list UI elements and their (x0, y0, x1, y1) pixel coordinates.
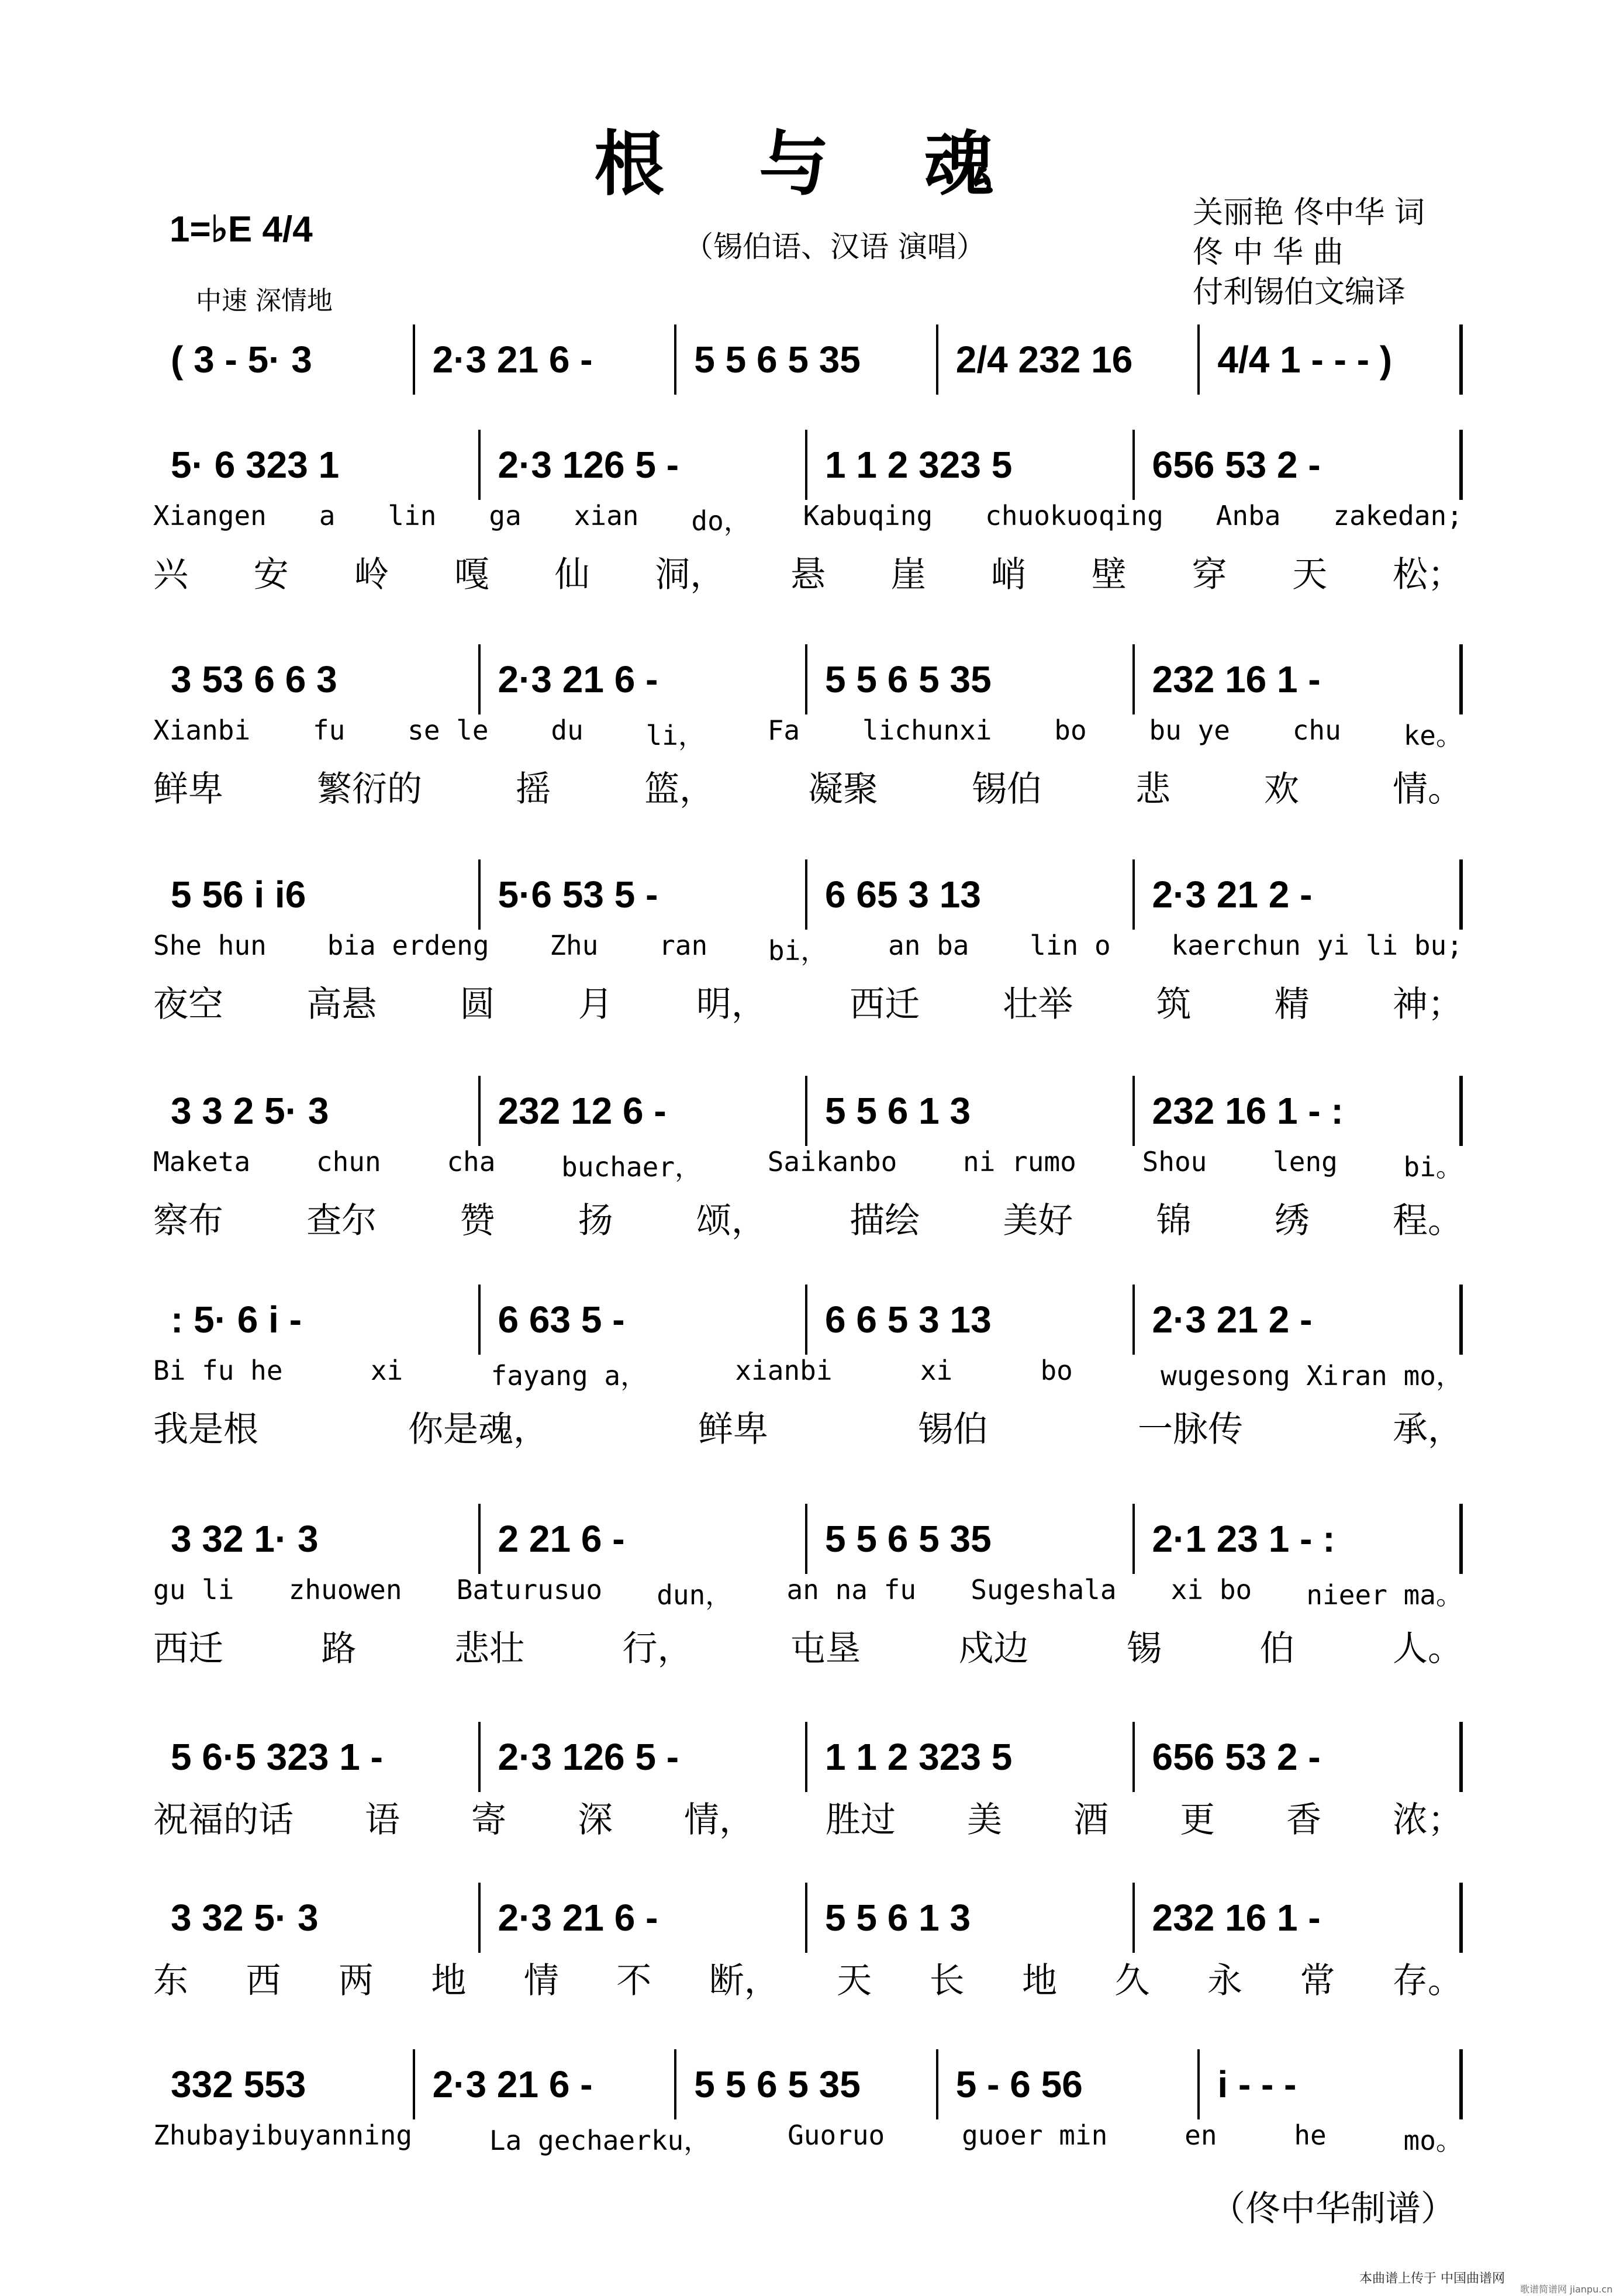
lyric-syllable: 筑 (1156, 984, 1192, 1025)
lyric-syllable: 酒 (1073, 1800, 1109, 1841)
lyric-syllable: xi (920, 1355, 953, 1386)
lyric-syllable: 明， (696, 984, 766, 1025)
lyric-syllable: 岭 (354, 554, 389, 595)
lyric-syllable: en (1185, 2119, 1217, 2151)
hanzi-lyrics (153, 547, 1463, 599)
lyric-syllable: 人。 (1393, 1628, 1463, 1669)
lyric-syllable: 断， (709, 1960, 779, 2001)
notes-line (153, 1883, 1463, 1953)
lyric-syllable: an na fu (786, 1574, 917, 1606)
lyric-syllable: 美 (967, 1800, 1002, 1841)
song-title: 根 与 魂 (594, 123, 1029, 205)
pinyin-lyrics (153, 2119, 1463, 2166)
measure: 2·3 21 6 - (481, 644, 808, 714)
lyric-syllable: fayang a， (491, 1360, 648, 1392)
hanzi-lyrics (153, 1193, 1463, 1245)
measure: 6 63 5 - (481, 1285, 808, 1355)
measure: 3 32 5· 3 (153, 1883, 481, 1953)
lyric-syllable: Sugeshala (971, 1574, 1117, 1606)
watermark-site: 歌谱简谱网 jianpu.cn (1520, 2284, 1613, 2295)
notes-line (153, 1504, 1463, 1574)
measure: ( 3 - 5· 3 (153, 324, 415, 395)
lyric-syllable: bia erdeng (327, 930, 489, 961)
measure: 5·6 53 5 - (481, 859, 808, 930)
score-row (153, 1883, 1463, 2005)
measure: 2·3 21 2 - (1135, 859, 1463, 930)
lyric-syllable: 东 (153, 1960, 188, 2001)
lyric-syllable: 路 (321, 1628, 357, 1669)
lyric-syllable: Baturusuo (456, 1574, 603, 1606)
lyric-syllable: Xianbi (153, 714, 251, 746)
hanzi-lyrics (153, 976, 1463, 1029)
lyric-syllable: zhuowen (288, 1574, 402, 1606)
measure: 656 53 2 - (1135, 1722, 1463, 1792)
lyric-syllable: zakedan; (1333, 500, 1463, 531)
measure: i - - - (1200, 2049, 1463, 2119)
lyric-syllable: Fa (767, 714, 800, 746)
lyric-syllable: 你是魂， (408, 1409, 548, 1450)
lyric-syllable: 情， (684, 1800, 754, 1841)
lyric-syllable: 地 (431, 1960, 467, 2001)
lyric-syllable: 洞， (655, 554, 726, 595)
lyric-syllable: Guoruo (788, 2119, 885, 2151)
lyric-syllable: nieer ma。 (1306, 1579, 1463, 1611)
lyric-syllable: xi (370, 1355, 403, 1386)
lyric-syllable: Maketa (153, 1146, 251, 1178)
lyric-syllable: 锡伯 (972, 769, 1042, 810)
notes-line (153, 2049, 1463, 2119)
lyric-syllable: 胜过 (826, 1800, 896, 1841)
lyric-syllable: 戍边 (958, 1628, 1029, 1669)
lyric-syllable: xianbi (735, 1355, 833, 1386)
lyric-syllable: 程。 (1392, 1200, 1463, 1241)
lyric-syllable: do， (691, 505, 751, 537)
score-row (153, 1722, 1463, 1845)
lyric-syllable: 祝福的话 (153, 1800, 293, 1841)
measure: 3 3 2 5· 3 (153, 1076, 481, 1146)
lyric-syllable: 我是根 (153, 1409, 258, 1450)
lyric-syllable: 赞 (460, 1200, 495, 1241)
lyric-syllable: 伯 (1259, 1628, 1295, 1669)
lyric-syllable: 锦 (1156, 1200, 1192, 1241)
measure: 232 16 1 - (1135, 1883, 1463, 1953)
measure: 2·3 126 5 - (481, 1722, 808, 1792)
lyric-syllable: Zhu (550, 930, 599, 961)
watermark-upload: 本曲谱上传于 中国曲谱网 (1359, 2271, 1505, 2286)
lyric-syllable: Zhubayibuyanning (153, 2119, 413, 2151)
composer-credit: 佟 中 华 曲 (1193, 235, 1344, 270)
lyric-syllable: du (551, 714, 583, 746)
lyric-syllable: 天 (1292, 554, 1328, 595)
measure: 5 5 6 1 3 (807, 1883, 1135, 1953)
notes-line (153, 1076, 1463, 1146)
measure: 5 5 6 5 35 (676, 324, 938, 395)
hanzi-lyrics (153, 761, 1463, 814)
lyric-syllable: chun (316, 1146, 381, 1178)
lyric-syllable: 凝聚 (808, 769, 878, 810)
lyric-syllable: 永 (1207, 1960, 1242, 2001)
lyric-syllable: li， (645, 720, 705, 751)
lyric-syllable: 夜空 (153, 984, 223, 1025)
measure: 2·3 21 6 - (481, 1883, 808, 1953)
lyric-syllable: ga (489, 500, 522, 531)
lyric-syllable: La gechaerku， (489, 2125, 711, 2156)
pinyin-lyrics (153, 930, 1463, 976)
lyric-syllable: 悲壮 (454, 1628, 524, 1669)
lyric-syllable: 地 (1022, 1960, 1058, 2001)
lyric-syllable: ke。 (1403, 720, 1463, 751)
lyric-syllable: 篮， (644, 769, 714, 810)
lyric-syllable: a (319, 500, 336, 531)
lyric-syllable: 情 (523, 1960, 559, 2001)
notes-line (153, 324, 1463, 395)
lyric-syllable: ran (659, 930, 708, 961)
lyric-syllable: 颂， (696, 1200, 766, 1241)
lyric-syllable: 松； (1392, 554, 1463, 595)
subtitle: （锡伯语、汉语 演唱） (684, 230, 986, 264)
lyric-syllable: 绣 (1274, 1200, 1310, 1241)
lyric-syllable: fu (312, 714, 346, 746)
notes-line (153, 430, 1463, 500)
lyric-syllable: 锡 (1127, 1628, 1162, 1669)
lyric-syllable: bi。 (1403, 1151, 1463, 1183)
measure: 3 53 6 6 3 (153, 644, 481, 714)
score-row (153, 1285, 1463, 1454)
lyric-syllable: 一脉传 (1138, 1409, 1243, 1450)
lyric-syllable: Anba (1215, 500, 1281, 531)
lyric-syllable: 天 (837, 1960, 872, 2001)
measure: 3 32 1· 3 (153, 1504, 481, 1574)
score-row (153, 644, 1463, 814)
lyric-syllable: 神； (1392, 984, 1463, 1025)
hanzi-lyrics (153, 1621, 1463, 1673)
lyricist-credit: 关丽艳 佟中华 词 (1193, 195, 1425, 230)
lyric-syllable: 锡伯 (918, 1409, 988, 1450)
lyric-syllable: kaerchun yi li bu; (1171, 930, 1463, 961)
lyric-syllable: 月 (578, 984, 613, 1025)
lyric-syllable: lin (388, 500, 437, 531)
lyric-syllable: leng (1273, 1146, 1338, 1178)
measure: 1 1 2 323 5 (807, 430, 1135, 500)
lyric-syllable: chuokuoqing (985, 500, 1163, 531)
lyric-syllable: 行， (622, 1628, 693, 1669)
lyric-syllable: 西 (246, 1960, 281, 2001)
lyric-syllable: 悬 (790, 554, 826, 595)
measure: 2 21 6 - (481, 1504, 808, 1574)
lyric-syllable: 精 (1274, 984, 1310, 1025)
lyric-syllable: mo。 (1403, 2125, 1463, 2156)
measure: 2·1 23 1 - : (1135, 1504, 1463, 1574)
lyric-syllable: 美好 (1003, 1200, 1073, 1241)
lyric-syllable: gu li (153, 1574, 234, 1606)
lyric-syllable: dun， (657, 1579, 733, 1611)
lyric-syllable: 壁 (1091, 554, 1127, 595)
lyric-syllable: he (1294, 2119, 1327, 2151)
lyric-syllable: 语 (365, 1800, 400, 1841)
measure: 332 553 (153, 2049, 415, 2119)
score-row (153, 1504, 1463, 1673)
measure: 5· 6 323 1 (153, 430, 481, 500)
lyric-syllable: ni rumo (963, 1146, 1076, 1178)
score-row (153, 2049, 1463, 2166)
lyric-syllable: 欢 (1264, 769, 1299, 810)
measure: 5 56 i i6 (153, 859, 481, 930)
measure: 2·3 21 6 - (415, 2049, 677, 2119)
notes-line (153, 644, 1463, 714)
lyric-syllable: 更 (1180, 1800, 1215, 1841)
lyric-syllable: 寄 (471, 1800, 506, 1841)
pinyin-lyrics (153, 1355, 1463, 1401)
lyric-syllable: 穿 (1192, 554, 1227, 595)
lyric-syllable: 浓； (1393, 1800, 1463, 1841)
lyric-syllable: Xiangen (153, 500, 267, 531)
lyric-syllable: 不 (616, 1960, 652, 2001)
lyric-syllable: 崖 (890, 554, 926, 595)
lyric-syllable: 扬 (578, 1200, 613, 1241)
lyric-syllable: 安 (253, 554, 289, 595)
measure: 2·3 21 2 - (1135, 1285, 1463, 1355)
notes-line (153, 859, 1463, 930)
lyric-syllable: 峭 (991, 554, 1027, 595)
measure: 232 12 6 - (481, 1076, 808, 1146)
hanzi-lyrics (153, 1953, 1463, 2005)
lyric-syllable: chu (1292, 714, 1341, 746)
lyric-syllable: 查尔 (306, 1200, 377, 1241)
pinyin-lyrics (153, 1146, 1463, 1193)
measure: 6 6 5 3 13 (807, 1285, 1135, 1355)
lyric-syllable: 情。 (1393, 769, 1463, 810)
score-row (153, 324, 1463, 395)
measure: 5 5 6 5 35 (676, 2049, 938, 2119)
notation-credit: （佟中华制谱） (1210, 2188, 1456, 2229)
hanzi-lyrics (153, 1792, 1463, 1845)
measure: 5 5 6 1 3 (807, 1076, 1135, 1146)
lyric-syllable: 圆 (460, 984, 495, 1025)
lyric-syllable: 长 (929, 1960, 965, 2001)
lyric-syllable: bo (1054, 714, 1087, 746)
measure: 5 5 6 5 35 (807, 1504, 1135, 1574)
lyric-syllable: 摇 (516, 769, 551, 810)
measure: 6 65 3 13 (807, 859, 1135, 930)
lyric-syllable: 存。 (1392, 1960, 1463, 2001)
lyric-syllable: 悲 (1135, 769, 1170, 810)
measure: 5 - 6 56 (938, 2049, 1200, 2119)
tempo-marking: 中速 深情地 (196, 286, 333, 316)
lyric-syllable: bu ye (1149, 714, 1230, 746)
lyric-syllable: 壮举 (1003, 984, 1073, 1025)
lyric-syllable: 繁衍的 (317, 769, 422, 810)
measure: 2·3 126 5 - (481, 430, 808, 500)
key-signature: 1=♭E 4/4 (170, 209, 313, 250)
lyric-syllable: 香 (1286, 1800, 1321, 1841)
score-row (153, 1076, 1463, 1245)
measure: 656 53 2 - (1135, 430, 1463, 500)
lyric-syllable: 屯垦 (790, 1628, 861, 1669)
measure: 232 16 1 - (1135, 644, 1463, 714)
measure: 4/4 1 - - - ) (1200, 324, 1463, 395)
notes-line (153, 1285, 1463, 1355)
lyric-syllable: 兴 (153, 554, 188, 595)
pinyin-lyrics (153, 500, 1463, 547)
lyric-syllable: 高悬 (306, 984, 377, 1025)
lyric-syllable: 描绘 (850, 1200, 920, 1241)
measure: 1 1 2 323 5 (807, 1722, 1135, 1792)
measure: 2·3 21 6 - (415, 324, 677, 395)
measure: 5 6·5 323 1 - (153, 1722, 481, 1792)
lyric-syllable: 久 (1114, 1960, 1150, 2001)
hanzi-lyrics (153, 1401, 1463, 1454)
lyric-syllable: 察布 (153, 1200, 223, 1241)
score-row (153, 859, 1463, 1029)
lyric-syllable: 深 (578, 1800, 613, 1841)
lyric-syllable: wugesong Xiran mo， (1161, 1360, 1463, 1392)
measure: 232 16 1 - : (1135, 1076, 1463, 1146)
lyric-syllable: buchaer， (561, 1151, 702, 1183)
lyric-syllable: Kabuqing (803, 500, 933, 531)
lyric-syllable: 西迁 (850, 984, 920, 1025)
lyric-syllable: lin o (1030, 930, 1111, 961)
lyric-syllable: xi bo (1170, 1574, 1252, 1606)
lyric-syllable: guoer min (962, 2119, 1108, 2151)
lyric-syllable: Shou (1142, 1146, 1207, 1178)
measure: 2/4 232 16 (938, 324, 1200, 395)
translator-credit: 付利锡伯文编译 (1193, 275, 1406, 310)
lyric-syllable: 两 (338, 1960, 374, 2001)
lyric-syllable: 仙 (554, 554, 590, 595)
lyric-syllable: 西迁 (153, 1628, 223, 1669)
lyric-syllable: lichunxi (862, 714, 992, 746)
lyric-syllable: bi， (768, 935, 828, 966)
lyric-syllable: She hun (153, 930, 267, 961)
lyric-syllable: 常 (1300, 1960, 1335, 2001)
score-row (153, 430, 1463, 599)
lyric-syllable: se le (408, 714, 489, 746)
lyric-syllable: Bi fu he (153, 1355, 283, 1386)
notes-line (153, 1722, 1463, 1792)
measure: : 5· 6 i - (153, 1285, 481, 1355)
lyric-syllable: bo (1040, 1355, 1073, 1386)
pinyin-lyrics (153, 1574, 1463, 1621)
lyric-syllable: 承， (1393, 1409, 1463, 1450)
lyric-syllable: an ba (888, 930, 969, 961)
measure: 5 5 6 5 35 (807, 644, 1135, 714)
lyric-syllable: 嘎 (454, 554, 489, 595)
lyric-syllable: 鲜卑 (698, 1409, 768, 1450)
credits (1193, 193, 1425, 312)
lyric-syllable: cha (447, 1146, 496, 1178)
lyric-syllable: xian (574, 500, 639, 531)
pinyin-lyrics (153, 714, 1463, 761)
lyric-syllable: Saikanbo (767, 1146, 897, 1178)
lyric-syllable: 鲜卑 (153, 769, 223, 810)
